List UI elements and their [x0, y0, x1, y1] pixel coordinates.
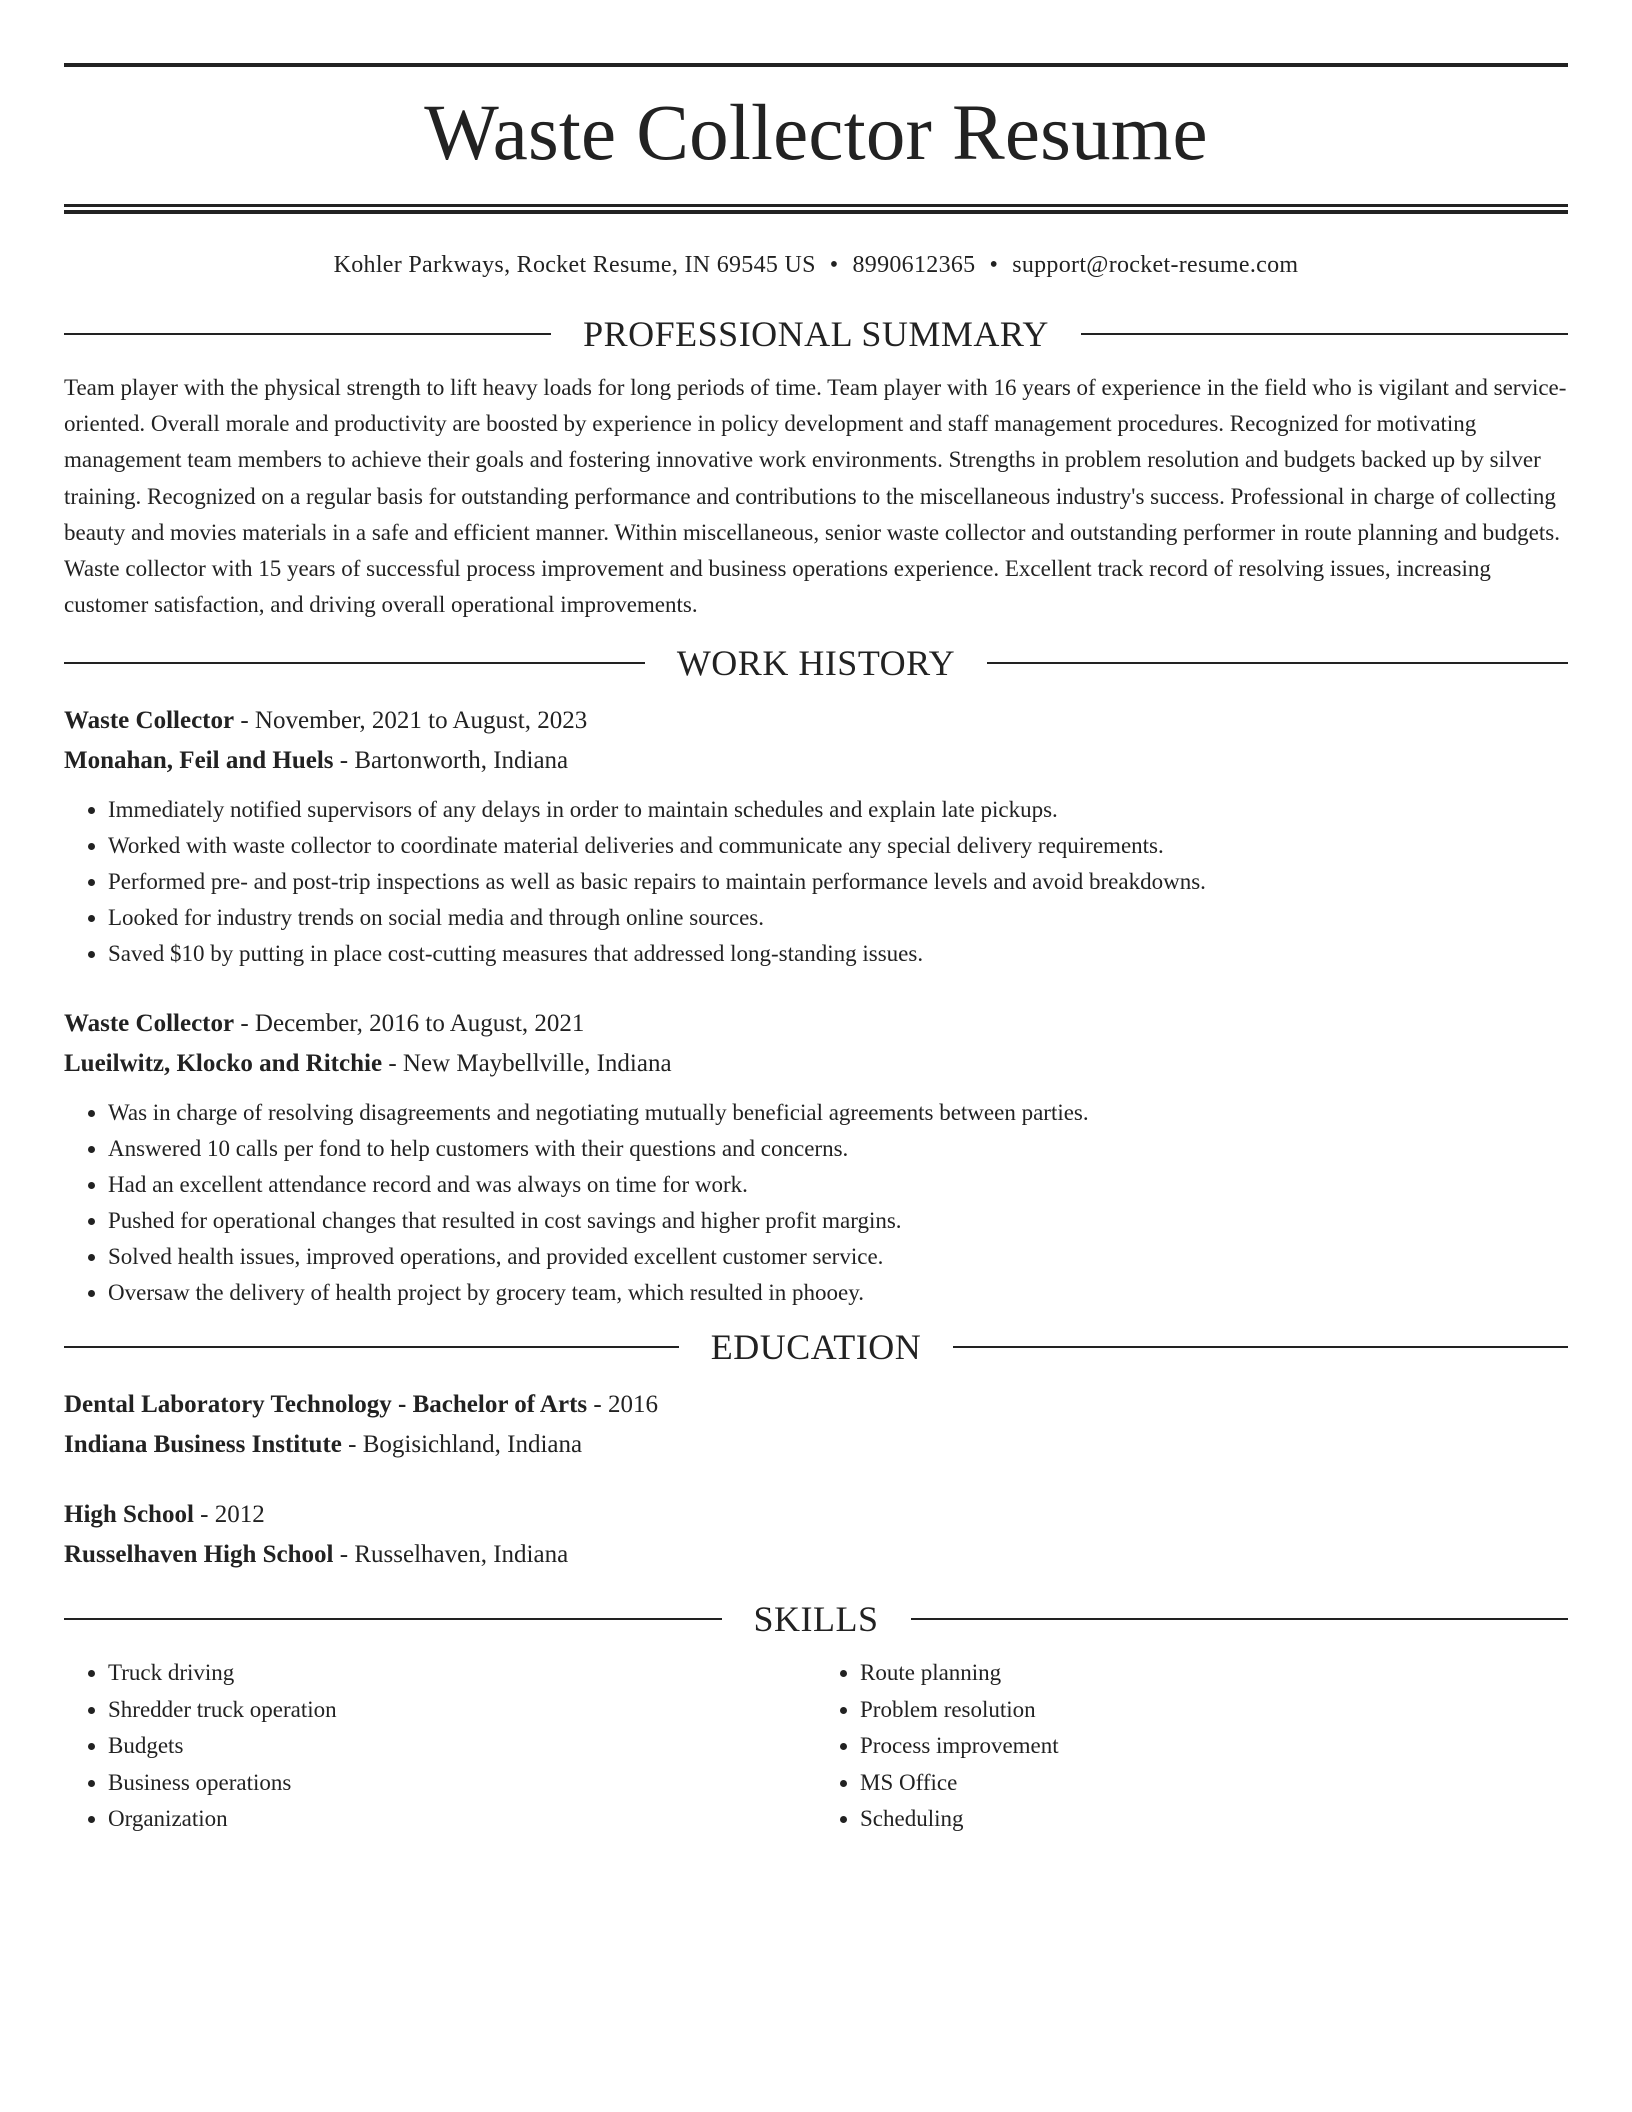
skill-item: • Scheduling [860, 1801, 1568, 1838]
section-header-summary [64, 312, 1568, 356]
section-title-education: EDUCATION [710, 1327, 922, 1368]
school-line [64, 1425, 1568, 1465]
contact-line [64, 250, 1568, 280]
section-header-education [64, 1325, 1568, 1369]
job-bullet: • Had an excellent attendance record and was always on time for work. [108, 1167, 1568, 1203]
resume-title: Waste Collector Resume [424, 90, 1208, 177]
section-rule [911, 1618, 1569, 1620]
job-bullet: • Immediately notified supervisors of any delays in order to maintain schedules and explain late pickups. [108, 792, 1568, 828]
job-company: Lueilwitz, Klocko and Ritchie [64, 1050, 383, 1078]
degree: Dental Laboratory Technology - Bachelor of Arts [64, 1391, 588, 1419]
skill-item: • Shredder truck operation [108, 1692, 816, 1729]
job-bullet: • Answered 10 calls per fond to help customers with their questions and concerns. [108, 1131, 1568, 1167]
section-rule [64, 1346, 679, 1348]
job-bullet: • Worked with waste collector to coordinate material deliveries and communicate any special delivery requirements. [108, 828, 1568, 864]
job-title-line [64, 1004, 1568, 1044]
job-location: - New Maybellville, Indiana [382, 1050, 672, 1078]
skill-item: • MS Office [860, 1765, 1568, 1802]
school: Indiana Business Institute [64, 1431, 342, 1459]
degree-line [64, 1385, 1568, 1425]
job-bullet: • Performed pre- and post-trip inspections as well as basic repairs to maintain performance levels and avoid breakdowns. [108, 864, 1568, 900]
skills-list [64, 1655, 1568, 1838]
job-bullet: • Solved health issues, improved operations, and provided excellent customer service. [108, 1239, 1568, 1275]
job-entry [64, 701, 1568, 972]
section-title-skills: SKILLS [753, 1599, 879, 1640]
contact-address: Kohler Parkways, Rocket Resume, IN 69545 US [333, 252, 816, 278]
job-bullet: • Oversaw the delivery of health project by grocery team, which resulted in phooey. [108, 1275, 1568, 1311]
section-rule [953, 1346, 1568, 1348]
job-title-line [64, 701, 1568, 741]
section-rule [64, 333, 551, 335]
school-location: - Russelhaven, Indiana [333, 1541, 569, 1569]
job-bullet: • Pushed for operational changes that resulted in cost savings and higher profit margins. [108, 1203, 1568, 1239]
education-entry [64, 1495, 1568, 1575]
job-company: Monahan, Feil and Huels [64, 747, 334, 775]
job-bullets [64, 792, 1568, 972]
section-title-work-history: WORK HISTORY [676, 643, 956, 684]
contact-separator: • [829, 252, 839, 278]
degree-year: - 2012 [193, 1501, 265, 1529]
section-rule [64, 662, 645, 664]
skills-column-left [64, 1655, 816, 1838]
skill-item: • Business operations [108, 1765, 816, 1802]
section-title-summary: PROFESSIONAL SUMMARY [583, 314, 1049, 354]
job-location: - Bartonworth, Indiana [333, 747, 569, 775]
skill-item: • Process improvement [860, 1728, 1568, 1765]
contact-separator: • [989, 252, 999, 278]
school: Russelhaven High School [64, 1541, 334, 1569]
job-bullet: • Saved $10 by putting in place cost-cutting measures that addressed long-standing issues. [108, 936, 1568, 972]
section-rule [1081, 333, 1568, 335]
job-company-line [64, 741, 1568, 781]
summary-text: Team player with the physical strength to lift heavy loads for long periods of time. Team player with 16 years of experience in the field who is vigilant and service-oriented. Overall morale and productivity are boosted by experience in policy development and staff management procedures. Recognized for motivating management team members to achieve their goals and fostering innovative work environments. Strengths in problem resolution and budgets backed up by silver training. Recognized on a regular basis for outstanding performance and contributions to the miscellaneous industry's success. Professional in charge of collecting beauty and movies materials in a safe and efficient manner. Within miscellaneous, senior waste collector and outstanding performer in route planning and budgets. Waste collector with 15 years of successful process improvement and business operations experience. Excellent track record of resolving issues, increasing customer satisfaction, and driving overall operational improvements. [64, 375, 1567, 618]
section-rule [987, 662, 1568, 664]
section-header-skills [64, 1597, 1568, 1641]
school-line [64, 1535, 1568, 1575]
skills-column-right [816, 1655, 1568, 1838]
job-bullet: • Looked for industry trends on social media and through online sources. [108, 900, 1568, 936]
job-company-line [64, 1044, 1568, 1084]
skill-item: • Problem resolution [860, 1692, 1568, 1729]
degree-line [64, 1495, 1568, 1535]
title-double-rule [64, 204, 1568, 214]
degree-year: - 2016 [587, 1391, 658, 1419]
school-location: - Bogisichland, Indiana [341, 1431, 583, 1459]
degree: High School [64, 1501, 194, 1529]
job-title: Waste Collector [64, 1010, 235, 1038]
skill-item: • Organization [108, 1801, 816, 1838]
top-rule [64, 63, 1568, 67]
job-title: Waste Collector [64, 707, 235, 735]
skill-item: • Budgets [108, 1728, 816, 1765]
contact-email: support@rocket-resume.com [1012, 252, 1299, 278]
education-entry [64, 1385, 1568, 1465]
job-bullets [64, 1095, 1568, 1311]
section-rule [64, 1618, 722, 1620]
skill-item: • Truck driving [108, 1655, 816, 1692]
section-header-work-history [64, 641, 1568, 685]
job-entry [64, 1004, 1568, 1311]
job-dates: - November, 2021 to August, 2023 [234, 707, 588, 735]
skill-item: • Route planning [860, 1655, 1568, 1692]
contact-phone: 8990612365 [852, 252, 976, 278]
job-bullet: • Was in charge of resolving disagreements and negotiating mutually beneficial agreements between parties. [108, 1095, 1568, 1131]
job-dates: - December, 2016 to August, 2021 [234, 1010, 585, 1038]
